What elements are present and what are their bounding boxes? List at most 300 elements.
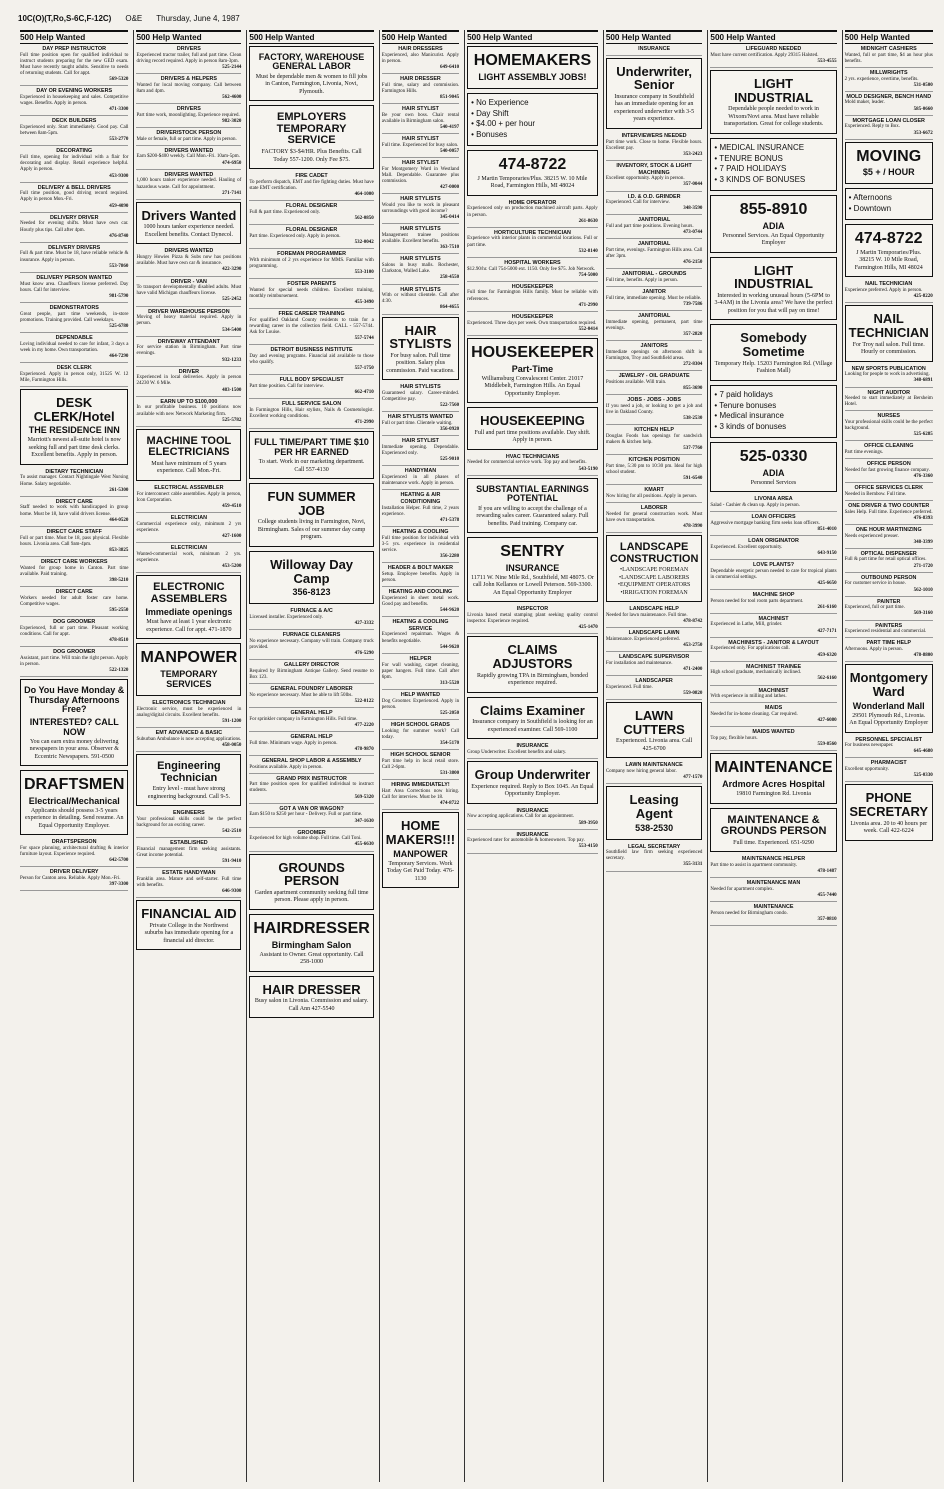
classified-ad [845, 118, 933, 140]
ad-text: Immediate opening. Dependable. Experienced only. [381, 444, 460, 457]
display-ad [467, 407, 598, 450]
ad-title: DEPENDABLE [55, 334, 93, 341]
section-heading: 500 Help Wanted [136, 30, 241, 44]
display-ad-headline: Claims Examiner [480, 702, 585, 718]
display-ad-body: FACTORY $3-$4/HR. Plus Benefits. Call Today 557-1200. Only Fee $75. [261, 149, 362, 163]
ad-phone: 427-1600 [222, 533, 242, 539]
ad-text: For qualified Oakland County residents to train for a rewarding career in the collection field. CALL - 557-5744. Ask for Louise. [249, 317, 374, 335]
ad-phone: 476-5290 [354, 651, 374, 657]
ad-title: FURNACE CLEANERS [282, 632, 341, 639]
ad-title: MAIDS [764, 705, 783, 712]
ad-text: Experienced in sheet metal work. Good pay and benefits. [381, 595, 460, 607]
ad-text: Experienced only on production machined aircraft parts. Apply in person. [467, 206, 598, 218]
ad-title: DELIVERY DRIVERS [48, 244, 101, 251]
classified-ad [249, 401, 373, 429]
display-ad-body: Must have minimum of 5 years experience. Call Mon.-Fri. [151, 460, 227, 475]
classified-ad [249, 632, 373, 660]
classified-ad [710, 46, 836, 68]
display-ad-body: Insurance company in Southfield is looking for an experienced examiner. Call 569-1100 [472, 719, 593, 733]
ad-text: With minimum of 2 yrs experience for MMS. Familiar with programming. [249, 257, 374, 269]
display-ad [249, 976, 373, 1019]
ad-text: Full time position open for qualified individual to instruct students preparing for the new GED exam. Must have recently taught adults. Sensitive to needs of returning students. Call for appt. [20, 52, 129, 77]
ad-text: Full and part time positions. Evening hours. [605, 224, 694, 230]
display-ad-body: 29501 Plymouth Rd., Livonia. An Equal Opportunity Employer [849, 712, 929, 727]
display-ad-headline: 525-0330 [739, 447, 808, 465]
classified-ad [20, 118, 128, 146]
ad-text: Needed for evening shifts. Must have own car. Hourly plus tips. Call after 4pm. [20, 221, 129, 233]
ad-text: For wall washing, carpet cleaning, paper hangers. Full time. Call after 6pm. [381, 662, 460, 680]
ad-text: Guaranteed salary. Career-minded. Competitive pay. [381, 390, 460, 403]
ad-phone: 261-6160 [817, 604, 837, 610]
display-ad [136, 429, 241, 481]
ad-text: Aggressive mortgage banking firm seeks loan officers. [710, 520, 820, 526]
classified-ad [136, 369, 241, 397]
ad-phone: 313-5520 [439, 680, 460, 686]
ad-text: Wanted, full or part time, $4 an hour plus benefits. [844, 52, 933, 64]
classified-ad [710, 496, 836, 512]
ad-text: Full time, salary and commission. Farmington Hills. [381, 82, 460, 94]
ad-text: Company now hiring general labor. [605, 768, 677, 774]
classified-ad [382, 492, 459, 527]
ad-phone: 553-3100 [354, 269, 374, 275]
ad-title: LANDSCAPE HELP [629, 606, 679, 613]
ad-title: INVENTORY, STOCK & LIGHT MACHINING [616, 162, 692, 176]
ad-phone: 476-8740 [109, 233, 129, 239]
ad-phone: 398-5210 [109, 577, 129, 583]
classified-ad [710, 664, 836, 686]
ad-title: DRIVER WAREHOUSE PERSON [148, 308, 230, 315]
display-ad-subhead: Part-Time [511, 363, 554, 374]
ad-phone: 525-0330 [913, 773, 933, 779]
ad-text: Full time position for individual with 3-5 yrs. experience in residential service. [381, 535, 460, 553]
ad-text: Experienced in local deliveries. Apply in person 24230 W. 6 Mile. [136, 375, 242, 387]
classified-ad [845, 575, 933, 597]
classified-ad [382, 468, 459, 490]
ad-phone: 589-3950 [578, 820, 598, 826]
display-ad [845, 305, 933, 361]
classified-ad [382, 438, 459, 466]
ad-phone: 455-3490 [354, 299, 374, 305]
classified-ad [249, 734, 373, 756]
ad-title: FIRE CADET [295, 173, 328, 180]
display-ad-headline: PHONE SECRETARY [849, 790, 929, 820]
ad-text: Looking for people to work in advertising. [844, 372, 930, 378]
ad-phone: 356-2280 [439, 554, 460, 560]
ad-phone: 356-0920 [439, 427, 460, 433]
display-ad-headline: FUN SUMMER JOB [267, 489, 356, 518]
bullet-item: • Bonuses [471, 130, 508, 140]
ad-title: LOVE PLANTS? [753, 561, 795, 568]
ad-phone: 662-4710 [354, 390, 374, 396]
ad-text: Needed for lawn maintenance. Full time. [605, 612, 688, 618]
ad-text: Part time. Experienced only. Apply in person. [249, 233, 341, 239]
ad-phone: 471-3300 [109, 107, 129, 113]
ad-phone: 851-9045 [439, 94, 460, 100]
ad-text: Must have current certification. Apply 29315 Halsted. [710, 52, 819, 58]
classified-ad [710, 904, 836, 926]
classified-ad [467, 832, 598, 854]
ad-title: HAIR STYLIST [402, 106, 439, 113]
classified-ad [249, 173, 373, 201]
ad-phone: 348-6891 [913, 378, 933, 384]
ad-text: Douglas Foods has openings for sandwich makers & kitchen help. [605, 433, 703, 446]
ad-phone: 453-5200 [222, 563, 242, 569]
ad-title: DRIVERS WANTED [164, 147, 214, 154]
ad-phone: 455-7440 [817, 892, 837, 898]
ad-phone: 477-1570 [683, 775, 703, 781]
classified-ad [710, 880, 836, 902]
classified-ad [382, 782, 459, 810]
ad-text: With experience in milling and lathes. [710, 694, 787, 700]
classified-ad [606, 46, 703, 56]
ad-text: For business newspaper. [844, 743, 894, 749]
ad-text: Would you like to work in pleasant surroundings with good income? [381, 202, 460, 215]
ad-text: Management trainee positions available. Excellent benefits. [381, 233, 460, 245]
display-ad-headline: Do You Have Monday & Thursday Afternoons Free? [24, 685, 125, 715]
classified-ad [606, 217, 703, 239]
ad-text: Staff needed to work with handicapped in group home. Must be 18, have valid drivers license. [20, 505, 129, 517]
classified-column [842, 30, 935, 1482]
ad-phone: 261-8630 [578, 218, 598, 224]
display-ad [467, 478, 598, 533]
ad-title: GROOMER [297, 829, 326, 836]
ad-text: Full & part time. Must be 18, have reliable vehicle & insurance. Apply in person. [20, 251, 129, 263]
ad-title: OFFICE SERVICES CLERK [854, 485, 923, 492]
display-ad-headline: LAWN CUTTERS [623, 708, 685, 737]
ad-title: JANITORIAL [637, 313, 671, 320]
ad-text: Needed for fast growing finance company. [844, 467, 930, 473]
ad-text: Experienced. Excellent opportunity. [710, 544, 783, 550]
ad-title: MACHINIST [758, 615, 789, 622]
ad-phone: 525-9010 [439, 457, 460, 463]
display-ad-body: You can earn extra money delivering newspapers in your area. Observer & Eccentric Newspapers. 591-0500 [29, 738, 119, 760]
classified-ad [249, 203, 373, 225]
section-heading: 500 Help Wanted [20, 30, 128, 44]
ad-phone: 474-8722 [439, 801, 460, 807]
display-ad-headline: LIGHT INDUSTRIAL [734, 75, 813, 105]
ad-title: DRIVERS [176, 46, 201, 52]
classified-ad [606, 397, 703, 425]
ad-title: JANITORIAL [637, 217, 671, 224]
display-ad-subhead: MANPOWER [393, 848, 448, 859]
classified-ad [467, 230, 598, 258]
ad-text: Installation Helper. Full time, 2 years experience. [381, 505, 460, 517]
display-ad-headline: GROUNDS PERSON [278, 859, 345, 889]
display-ad [845, 784, 933, 840]
ad-title: HAIR DRESSERS [398, 46, 443, 52]
classified-ad [20, 335, 128, 363]
ad-text: Experienced, full or part time. [844, 605, 905, 611]
display-ad-headline: Leasing Agent [629, 792, 679, 821]
classified-ad [845, 461, 933, 483]
classified-ad [20, 88, 128, 116]
ad-phone: 534-5400 [222, 327, 242, 333]
ad-phone: 363-7510 [439, 245, 460, 251]
display-ad-body: Personnel Services [750, 479, 797, 486]
ad-phone: 559-0820 [683, 690, 703, 696]
classified-ad [467, 743, 598, 759]
ad-title: DRIVERS [176, 106, 201, 113]
ad-title: HAIR STYLISTS [400, 384, 441, 391]
ad-title: KMART [644, 487, 664, 494]
ad-text: Moving of heavy material required. Apply in person. [136, 315, 242, 327]
classified-ad [20, 839, 128, 867]
bullet-list [845, 188, 933, 220]
classified-ad [845, 281, 933, 303]
bullet-list [710, 138, 836, 191]
display-ad-subhead: INTERESTED? CALL NOW [29, 716, 119, 737]
ad-title: HEADER & BOLT MAKER [387, 565, 454, 572]
ad-phone: 354-5170 [439, 741, 460, 747]
display-ad-headline: HOMEMAKERS [473, 52, 592, 69]
ad-phone: 478-3990 [683, 524, 703, 530]
ad-title: MAINTENANCE MAN [746, 880, 801, 887]
classified-ad [20, 148, 128, 182]
ad-phone: 532-8140 [578, 248, 598, 254]
ad-text: Suburban Ambulance is now accepting applications. [136, 736, 242, 742]
ad-title: FURNACE & A/C [290, 608, 333, 615]
page-header [18, 10, 926, 26]
ad-title: DIRECT CARE [55, 589, 93, 595]
ad-text: For sprinkler company in Farmington Hills. Full time. [249, 716, 358, 722]
display-ad [710, 442, 836, 492]
classified-ad [467, 808, 598, 830]
ad-text: Needed for general construction work. Must have own transportation. [605, 511, 703, 523]
ad-title: PAINTERS [875, 622, 903, 629]
classified-ad [845, 94, 933, 116]
ad-title: HAIR STYLIST [402, 160, 439, 167]
ad-text: Top pay, flexible hours. [710, 735, 758, 741]
classified-ad [136, 172, 241, 200]
ad-phone: 543-5190 [578, 466, 598, 472]
ad-text: Full time position, good driving record required. Apply in person Mon.-Fri. [20, 191, 129, 203]
classified-ad [382, 287, 459, 315]
display-ad [467, 46, 598, 89]
ad-phone: 538-2530 [683, 416, 703, 422]
ad-title: DRIVER [178, 368, 200, 375]
issue-date: Thursday, June 4, 1987 [156, 13, 240, 23]
display-ad [845, 142, 933, 185]
classified-ad [710, 538, 836, 560]
classified-ad [606, 762, 703, 784]
display-ad-subhead: 356-8123 [292, 587, 331, 598]
ad-phone: 478-8510 [109, 637, 129, 643]
classified-ad [382, 529, 459, 563]
section-heading: 500 Help Wanted [606, 30, 703, 44]
classified-ad [606, 606, 703, 628]
ad-text: To perform dispatch, EMT and fire fighting duties. Must have state EMT certification. [249, 179, 374, 191]
ad-text: Part time work. Close to home. Flexible hours. Excellent pay. [605, 139, 703, 151]
bullet-item: • 3 kinds of bonuses [714, 422, 787, 432]
classified-ad [20, 589, 128, 617]
display-ad [467, 697, 598, 740]
ad-title: I.D. & O.D. GRINDER [627, 193, 681, 200]
display-ad [710, 70, 836, 134]
classified-ad [606, 844, 703, 872]
ad-phone: 474-6950 [222, 160, 242, 166]
classified-ad [20, 365, 128, 387]
display-ad-subhead: 538-2530 [635, 822, 674, 833]
ad-title: HELPER [409, 655, 432, 662]
classified-ad [382, 256, 459, 284]
ad-title: GALLERY DIRECTOR [284, 662, 340, 669]
display-ad-body: Dependable people needed to work in Wixom/Novi area. Must have reliable transportation. Great for college students. [723, 106, 824, 128]
ad-title: DECORATING [56, 148, 93, 155]
classified-column [464, 30, 600, 1482]
ad-text: Wanted-commercial work, minimum 2 yrs. experience. [136, 551, 242, 563]
ad-text: Workers needed for adult foster care home. Competitive wages. [20, 595, 129, 607]
ad-text: Experienced in housekeeping and sales. Competitive wages. Benefits. Apply in person. [20, 94, 129, 107]
ad-title: HIRING IMMEDIATELY! [391, 782, 450, 789]
ad-text: Full time. Minimum wage. Apply in person. [249, 740, 338, 746]
classified-ad [136, 279, 241, 307]
display-ad [249, 854, 373, 910]
ad-title: GRAND PRIX INSTRUCTOR [276, 775, 347, 782]
ad-text: Part time position open for qualified individual to instruct students. [249, 782, 374, 794]
ad-phone: 851-4010 [817, 526, 837, 532]
display-ad [382, 812, 459, 888]
classified-ad [382, 384, 459, 412]
ad-title: LANDSCAPE LAWN [628, 630, 680, 637]
ad-title: HAIR DRESSER [400, 76, 441, 83]
ad-title: NIGHT AUDITOR [867, 389, 910, 396]
ad-phone: 427-0000 [439, 185, 460, 191]
ad-title: DRIVEWAY ATTENDANT [157, 338, 220, 345]
display-ad-subhead: TEMPORARY SERVICES [160, 669, 218, 689]
ad-title: ELECTRICIAN [170, 545, 207, 552]
classified-ad [710, 705, 836, 727]
display-ad-body: For busy salon. Full time position. Salary plus commission. Paid vacations. [386, 352, 455, 374]
display-ad-subhead: Electrical/Mechanical [28, 795, 120, 806]
classified-ad [845, 737, 933, 759]
bullet-item: • No Experience [471, 97, 529, 107]
classified-ad [249, 227, 373, 249]
ad-title: LOAN OFFICERS [751, 514, 796, 521]
ad-phone: 478-1487 [817, 868, 837, 874]
display-ad [136, 754, 241, 806]
ad-phone: 537-7760 [683, 446, 703, 452]
classified-ad [606, 654, 703, 676]
classified-ad [249, 830, 373, 852]
ad-phone: 932-1233 [222, 357, 242, 363]
ad-text: Full & part time for retail optical offices. [844, 557, 927, 563]
display-ad [136, 575, 241, 639]
ad-title: ELECTRONICS TECHNICIAN [152, 700, 226, 706]
classified-ad [382, 136, 459, 158]
display-ad [249, 914, 373, 972]
classified-ad [249, 710, 373, 732]
ad-phone: 261-5300 [109, 487, 129, 493]
ad-phone: 569-5320 [109, 77, 129, 83]
classified-ad [845, 46, 933, 68]
ad-text: Earn $150 to $250 per hour - Delivery. Full or part time. [249, 812, 363, 818]
ad-text: Needed for apartment complex. [710, 886, 774, 892]
ad-text: Dog Groomer. Experienced. Apply in person. [381, 698, 460, 710]
classified-ad [382, 692, 459, 720]
display-ad [606, 786, 703, 839]
display-ad-headline: EMPLOYERS TEMPORARY SERVICE [276, 111, 347, 147]
display-ad [136, 202, 241, 245]
ad-title: MAINTENANCE HELPER [741, 856, 806, 863]
ad-phone: 464-1000 [354, 191, 374, 197]
classified-ad [20, 185, 128, 213]
ad-title: ELECTRICIAN [170, 514, 207, 521]
classified-ad [710, 592, 836, 614]
classified-column [707, 30, 838, 1482]
ad-title: DRIVER/STOCK PERSON [156, 130, 222, 137]
classified-ad [382, 46, 459, 74]
ad-phone: 271-1720 [913, 563, 933, 569]
display-ad [606, 58, 703, 129]
ad-title: HOSPITAL WORKERS [504, 259, 561, 266]
display-ad [467, 636, 598, 692]
ad-phone: 525-6780 [109, 323, 129, 329]
ad-title: MAINTENANCE [753, 903, 794, 910]
display-ad-headline: MOVING [856, 147, 922, 165]
ad-phone: 345-0414 [439, 215, 460, 221]
ad-phone: 553-4555 [817, 58, 837, 64]
ad-title: HAIR STYLIST [402, 438, 439, 445]
ad-title: OFFICE PERSON [866, 461, 911, 468]
display-ad-body: 19810 Farmington Rd. Livonia [736, 791, 811, 798]
ad-title: ENGINEERS [173, 810, 205, 817]
display-ad-headline: Engineering Technician [157, 759, 221, 784]
ad-text: Loving individual needed to care for infant, 3 days a week in my home. Own transportation. [20, 341, 129, 353]
ad-title: JANITORS [640, 343, 668, 350]
ad-text: Experienced tractor trailer, full and part time. Clean driving record required. Apply in person 8am-3pm. [136, 52, 242, 64]
display-ad-headline: DESK CLERK/Hotel [33, 394, 115, 424]
display-ad [249, 551, 373, 604]
classified-ad [710, 562, 836, 590]
ad-title: HEATING & AIR CONDITIONING [400, 492, 441, 505]
display-ad-body: Williamsburg Convalescent Center. 21017 Middlebelt, Farmington Hills. An Equal Opportunity Employer. [481, 375, 584, 397]
display-ad-body: Temporary Help. 15203 Farmington Rd. (Village Fashion Mall) [714, 360, 833, 375]
ad-text: Needs experienced presser. [844, 533, 899, 539]
display-ad-headline: HOUSEKEEPING [480, 413, 585, 429]
ad-text: Sales Help. Full time. Experience preferred. [844, 509, 933, 515]
ad-text: Great people, part time weekends, in-store promotions. Training provided. Call weekdays. [20, 311, 129, 323]
display-ad-subhead: $5 + / HOUR [862, 167, 915, 178]
ad-phone: 347-1630 [354, 818, 374, 824]
ad-phone: 552-0414 [578, 326, 598, 332]
ad-text: Day and evening programs. Financial aid available to those who qualify. [249, 353, 374, 366]
ad-text: Full or part time. Must be 18, pass physical. Flexible hours. Livonia area. Call 9am-4pm. [20, 535, 129, 547]
ad-phone: 525-6285 [913, 432, 933, 438]
display-ad [710, 324, 836, 380]
ad-phone: 272-8304 [683, 362, 703, 368]
display-ad-body: Private College in the Northwest suburbs has immediate opening for a financial aid director. [144, 922, 234, 944]
classified-ad [606, 505, 703, 533]
display-ad-headline: SUBSTANTIAL EARNINGS POTENTIAL [476, 483, 589, 504]
ad-text: Required by Birmingham Antique Gallery. Send resume to Box 123. [249, 668, 374, 680]
display-ad-headline: MAINTENANCE [714, 759, 833, 777]
ad-phone: 348-3590 [683, 206, 703, 212]
ad-title: PART TIME HELP [866, 640, 911, 647]
display-ad-body: Applicants should possess 3-5 years experience in detailing. Send resume. An Equal Opportunity Employer. [24, 807, 124, 829]
ad-phone: 464-0520 [109, 517, 129, 523]
classified-ad [249, 608, 373, 630]
classified-ad [20, 649, 128, 677]
ad-text: Experienced. Apply in person only, 31525 W. 12 Mile, Farmington Hills. [20, 371, 129, 383]
display-ad-body: Interested in working unusual hours (5-6PM to 3-4AM) in the Livonia area? We have the perfect position for you that will pay on time! [714, 292, 833, 314]
ad-phone: 649-6410 [439, 64, 460, 70]
ad-phone: 544-9620 [439, 644, 460, 650]
ad-title: DIETARY TECHNICIAN [45, 468, 104, 475]
classified-ad [845, 623, 933, 639]
classified-ad [606, 241, 703, 269]
classified-ad [606, 343, 703, 371]
ad-text: For installation and maintenance. [605, 660, 673, 666]
